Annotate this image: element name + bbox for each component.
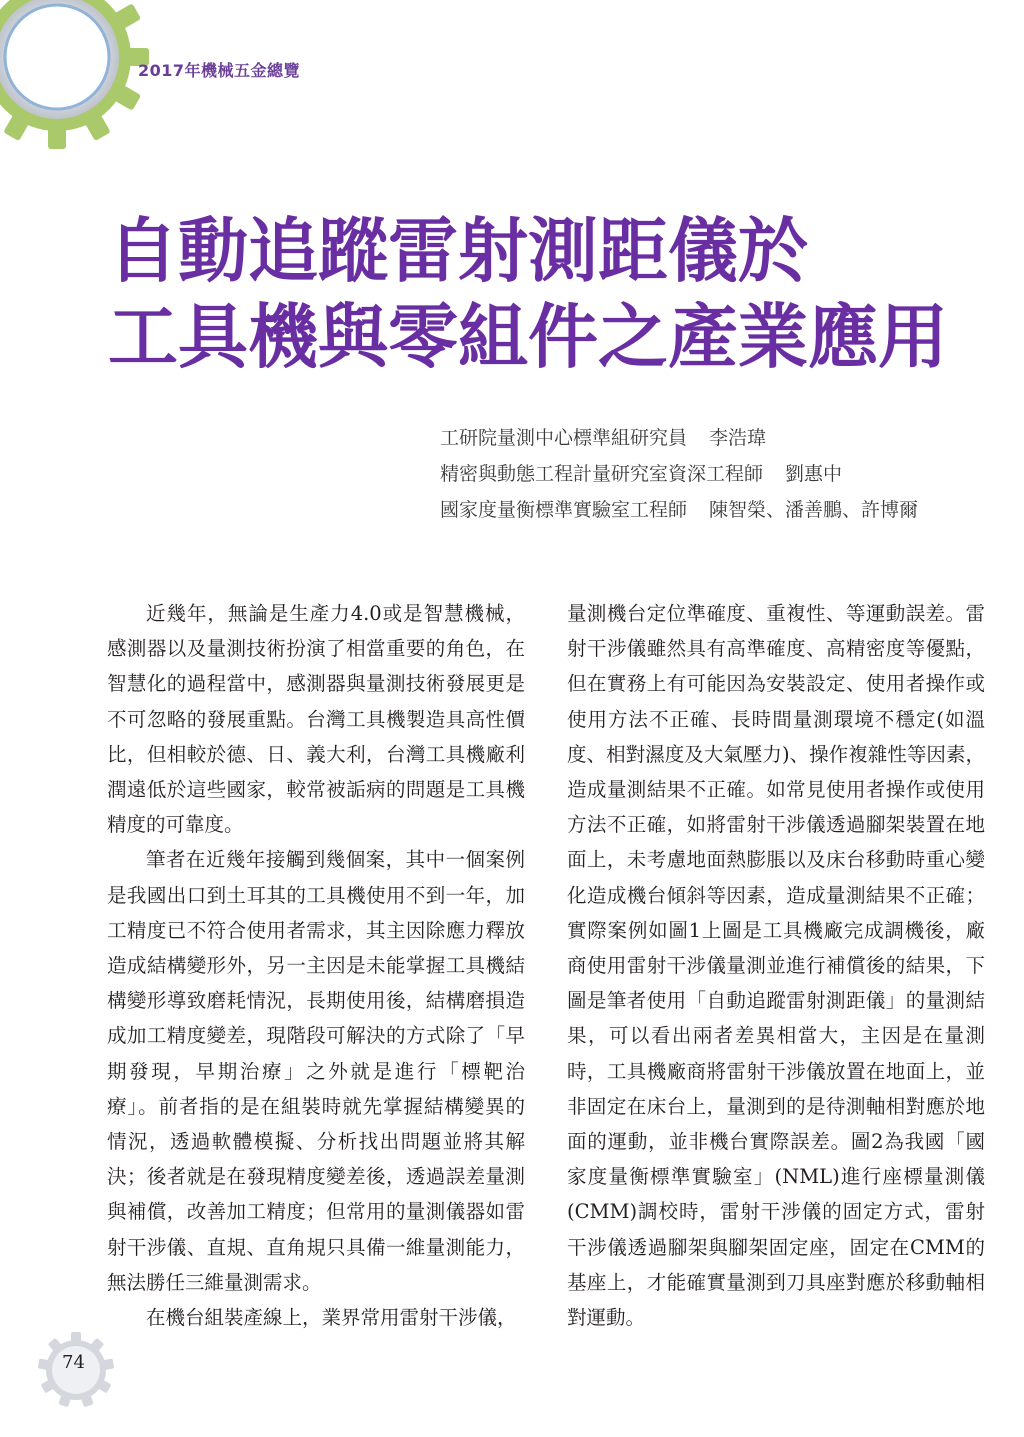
author-name: 李浩瑋	[709, 427, 767, 449]
author-list	[440, 420, 1000, 528]
author-name: 陳智榮、潘善鵬、許博爾	[709, 499, 919, 521]
body-paragraph: 量測機台定位準確度、重複性、等運動誤差。雷射干涉儀雖然具有高準確度、高精密度等優點，但在實務上有可能因為安裝設定、使用者操作或使用方法不正確、長時間量測環境不穩定(如溫度、相對濕度及大氣壓力)、操作複雜性等因素，造成量測結果不正確。如常見使用者操作或使用方法不正確，如將雷射干涉儀透過腳架裝置在地面上，未考慮地面熱膨脹以及床台移動時重心變化造成機台傾斜等因素，造成量測結果不正確；實際案例如圖1上圖是工具機廠完成調機後，廠商使用雷射干涉儀量測並進行補償後的結果，下圖是筆者使用「自動追蹤雷射測距儀」的量測結果，可以看出兩者差異相當大，主因是在量測時，工具機廠商將雷射干涉儀放置在地面上，並非固定在床台上，量測到的是待測軸相對應於地面的運動，並非機台實際誤差。圖2為我國「國家度量衡標準實驗室」(NML)進行座標量測儀(CMM)調校時，雷射干涉儀的固定方式，雷射干涉儀透過腳架與腳架固定座，固定在CMM的基座上，才能確實量測到刀具座對應於移動軸相對運動。	[567, 602, 985, 1330]
body-column-left	[107, 596, 525, 1335]
author-name: 劉惠中	[785, 463, 843, 485]
author-line	[440, 420, 1000, 456]
article-title-line-1: 自動追蹤雷射測距儀於	[108, 210, 808, 292]
publication-label: 2017年機械五金總覽	[138, 61, 301, 80]
body-column-right	[567, 596, 985, 1335]
article-title	[108, 208, 948, 380]
author-role: 精密與動態工程計量研究室資深工程師	[440, 463, 764, 485]
author-line	[440, 456, 1000, 492]
body-paragraph: 筆者在近幾年接觸到幾個案，其中一個案例是我國出口到土耳其的工具機使用不到一年，加工精度已不符合使用者需求，其主因除應力釋放造成結構變形外，另一主因是未能掌握工具機結構變形導致磨耗情況，長期使用後，結構磨損造成加工精度變差，現階段可解決的方式除了「早期發現，早期治療」之外就是進行「標靶治療」。前者指的是在組裝時就先掌握結構變異的情況，透過軟體模擬、分析找出問題並將其解決；後者就是在發現精度變差後，透過誤差量測與補償，改善加工精度；但常用的量測儀器如雷射干涉儀、直規、直角規只具備一維量測能力，無法勝任三維量測需求。	[107, 848, 525, 1294]
author-role: 國家度量衡標準實驗室工程師	[440, 499, 688, 521]
article-title-line-2: 工具機與零組件之產業應用	[108, 296, 948, 378]
body-paragraph: 近幾年，無論是生產力4.0或是智慧機械，感測器以及量測技術扮演了相當重要的角色，在智慧化的過程當中，感測器與量測技術發展更是不可忽略的發展重點。台灣工具機製造具高性價比，但相較於德、日、義大利，台灣工具機廠利潤遠低於這些國家，較常被詬病的問題是工具機精度的可靠度。	[107, 602, 525, 837]
gear-decoration-icon	[0, 0, 152, 152]
author-line	[440, 492, 1000, 528]
author-role: 工研院量測中心標準組研究員	[440, 427, 688, 449]
body-paragraph: 在機台組裝產線上，業界常用雷射干涉儀，	[146, 1306, 517, 1330]
page-number: 74	[62, 1352, 85, 1373]
